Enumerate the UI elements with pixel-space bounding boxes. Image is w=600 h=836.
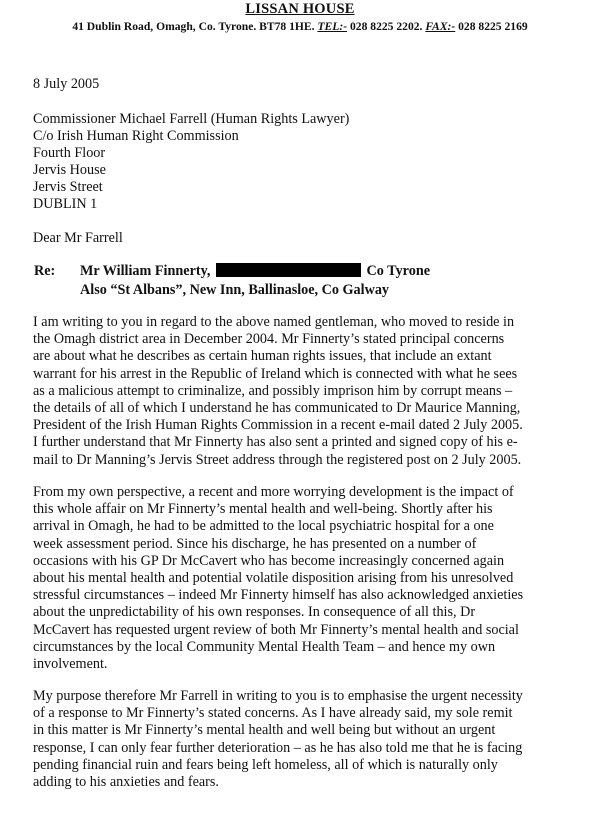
- text-line: involvement.: [33, 656, 108, 673]
- text-line: circumstances by the local Community Mental Health Team – and hence my own: [33, 638, 496, 655]
- re-label: Re:: [34, 263, 56, 279]
- text-line: My purpose therefore Mr Farrell in writing to you is to emphasise the urgent necessity: [33, 688, 523, 704]
- text-line: the details of all of which I understand he has communicated to Dr Maurice Manning,: [33, 400, 521, 417]
- text-line: week assessment period. Since his discharge, he has presented on a number of: [33, 535, 477, 552]
- re-name: Mr William Finnerty,: [80, 263, 211, 279]
- text-line: adding to his anxieties and fears.: [33, 774, 219, 791]
- body-paragraph-1: [33, 314, 593, 469]
- text-line: I am writing to you in regard to the above named gentleman, who moved to reside in: [33, 314, 515, 330]
- re-subject-line: [80, 263, 430, 280]
- letterhead-title: LISSAN HOUSE: [245, 1, 355, 17]
- redaction-bar: [216, 263, 361, 277]
- recipient-line: C/o Irish Human Right Commission: [33, 128, 239, 144]
- recipient-line: Fourth Floor: [33, 145, 106, 161]
- body-paragraph-3: [33, 688, 593, 791]
- recipient-line: DUBLIN 1: [33, 196, 98, 212]
- text-line: are about what he describes as certain human rights issues, that include an extant: [33, 348, 492, 365]
- tel-number: 028 8225 2202.: [349, 20, 423, 33]
- address-text: 41 Dublin Road, Omagh, Co. Tyrone. BT78 1HE.: [72, 20, 315, 33]
- letter-date: 8 July 2005: [33, 76, 100, 92]
- text-line: about his mental health and potential volatile disposition arising from his unresolved: [33, 570, 514, 587]
- text-line: stressful circumstances – indeed Mr Finnerty himself has also acknowledged anxieties: [33, 587, 524, 604]
- tel-label: TEL:-: [317, 20, 348, 33]
- text-line: of a response to Mr Finnerty’s stated concerns. As I have already said, my sole remit: [33, 705, 513, 722]
- text-line: response, I can only fear further deterioration – as he has also told me that he is facing: [33, 739, 523, 756]
- text-line: occasions with his GP Dr McCavert who has become increasingly concerned again: [33, 552, 505, 569]
- text-line: about the unpredictability of his own responses. In consequence of all this, Dr: [33, 604, 476, 621]
- text-line: I further understand that Mr Finnerty has also sent a printed and signed copy of his e-: [33, 434, 518, 451]
- text-line: President of the Irish Human Rights Commission in a recent e-mail dated 2 July 2005.: [33, 417, 523, 434]
- re-county: Co Tyrone: [366, 263, 431, 279]
- recipient-line: Jervis Street: [33, 179, 103, 195]
- text-line: the Omagh district area in December 2004. Mr Finnerty’s stated principal concerns: [33, 331, 505, 348]
- text-line: this whole affair on Mr Finnerty’s mental health and well-being. Shortly after his: [33, 501, 493, 518]
- salutation: Dear Mr Farrell: [33, 230, 123, 246]
- text-line: mail to Dr Manning’s Jervis Street address through the registered post on 2 July 2005.: [33, 451, 522, 468]
- fax-label: FAX:-: [425, 20, 456, 33]
- text-line: From my own perspective, a recent and more worrying development is the impact of: [33, 484, 514, 500]
- recipient-line: Commissioner Michael Farrell (Human Rights Lawyer): [33, 111, 350, 127]
- fax-number: 028 8225 2169: [458, 20, 528, 33]
- recipient-line: Jervis House: [33, 162, 106, 178]
- text-line: arrival in Omagh, he had to be admitted to the local psychiatric hospital for a one: [33, 518, 494, 535]
- text-line: warrant for his arrest in the Republic of Ireland which is connected with what he sees: [33, 365, 518, 382]
- text-line: in this matter is Mr Finnerty’s mental health and well being but without an urgent: [33, 722, 496, 739]
- text-line: pending financial ruin and fears being left homeless, all of which is naturally only: [33, 756, 498, 773]
- text-line: McCavert has requested urgent review of both Mr Finnerty’s mental health and social: [33, 621, 519, 638]
- re-address-line: Also “St Albans”, New Inn, Ballinasloe, Co Galway: [80, 282, 390, 298]
- text-line: as a malicious attempt to criminalize, and possibly imprison him by corrupt means –: [33, 382, 513, 399]
- body-paragraph-2: [33, 484, 593, 673]
- letterhead-address: [0, 20, 600, 33]
